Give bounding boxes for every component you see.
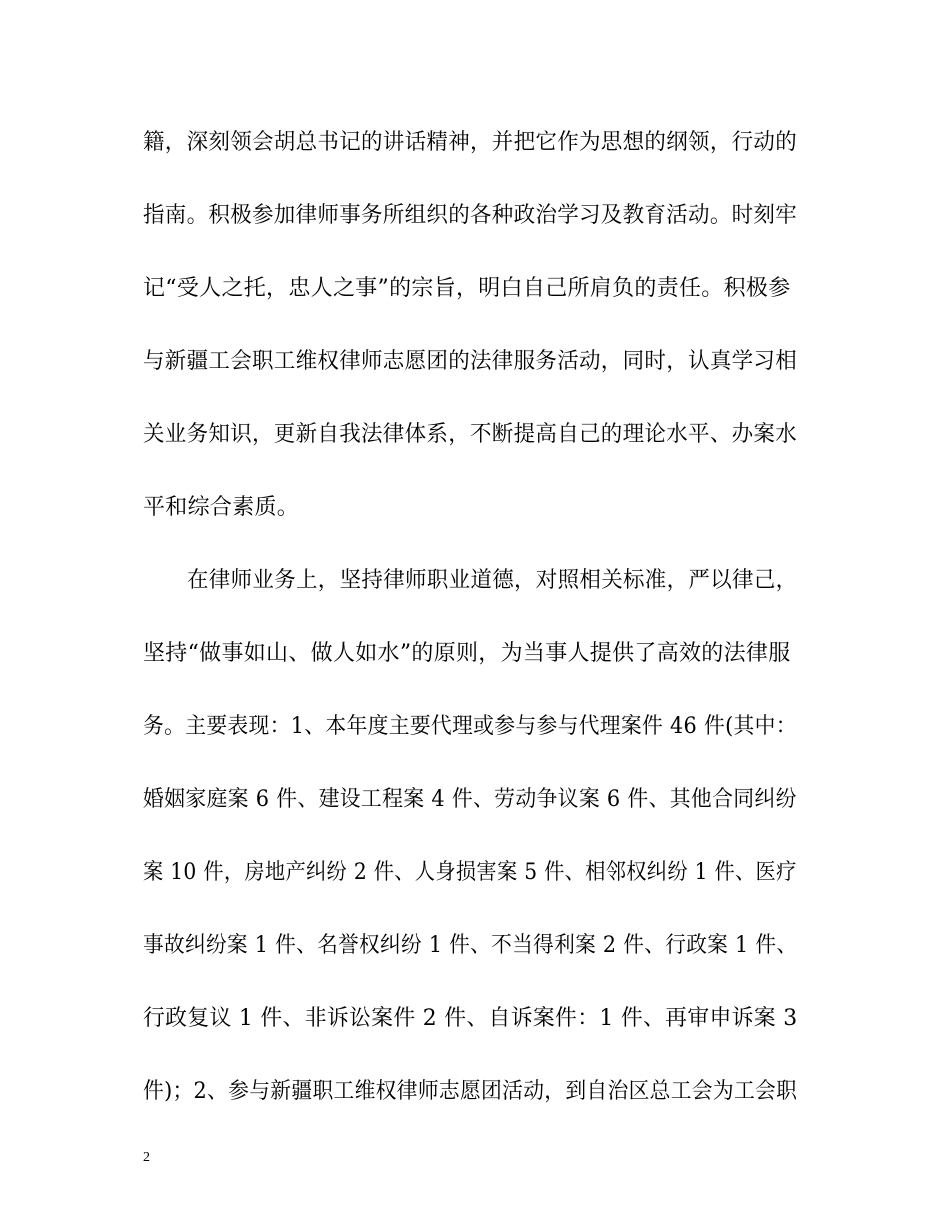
text-line: 记“受人之托，忠人之事”的宗旨，明白自己所肩负的责任。积极参 (143, 276, 791, 301)
text-line: 籍，深刻领会胡总书记的讲话精神，并把它作为思想的纲领，行动的 (143, 130, 798, 155)
text-line: 务。主要表现：1、本年度主要代理或参与参与代理案件 46 件(其中： (143, 714, 797, 739)
paragraph-first-line: 在律师业务上，坚持律师职业道德，对照相关标准，严以律己， (187, 568, 798, 593)
text-line: 关业务知识，更新自我法律体系，不断提高自己的理论水平、办案水 (143, 422, 798, 447)
text-line: 平和综合素质。 (143, 495, 300, 520)
text-line: 行政复议 1 件、非诉讼案件 2 件、自诉案件：1 件、再审申诉案 3 (143, 1006, 798, 1031)
text-line: 婚姻家庭案 6 件、建设工程案 4 件、劳动争议案 6 件、其他合同纠纷 (143, 787, 797, 812)
text-line: 案 10 件，房地产纠纷 2 件、人身损害案 5 件、相邻权纠纷 1 件、医疗 (143, 860, 797, 885)
text-line: 指南。积极参加律师事务所组织的各种政治学习及教育活动。时刻牢 (143, 203, 798, 228)
text-line: 事故纠纷案 1 件、名誉权纠纷 1 件、不当得利案 2 件、行政案 1 件、 (143, 933, 798, 958)
text-line: 坚持“做事如山、做人如水”的原则，为当事人提供了高效的法律服 (143, 641, 791, 666)
text-line: 与新疆工会职工维权律师志愿团的法律服务活动，同时，认真学习相 (143, 349, 798, 374)
text-line: 件)；2、参与新疆职工维权律师志愿团活动，到自治区总工会为工会职 (143, 1079, 798, 1104)
page-number: 2 (143, 1150, 150, 1165)
